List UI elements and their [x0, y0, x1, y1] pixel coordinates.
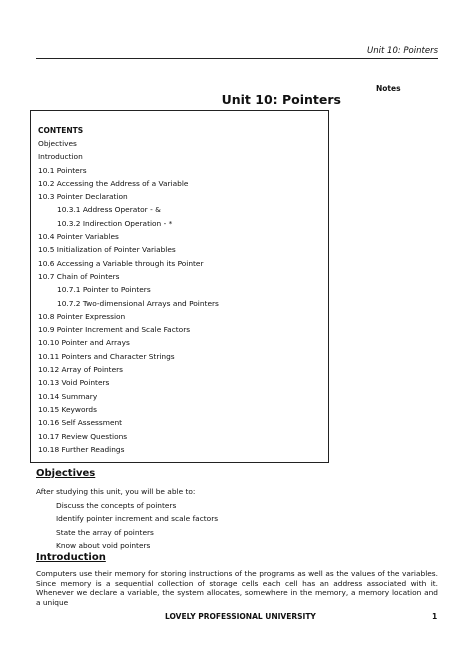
contents-list	[31, 137, 219, 456]
contents-item: 10.4 Pointer Variables	[38, 232, 119, 242]
contents-item: 10.8 Pointer Expression	[38, 311, 126, 321]
contents-item: 10.10 Pointer and Arrays	[38, 338, 130, 348]
contents-heading: CONTENTS	[38, 126, 84, 135]
contents-item: 10.2 Accessing the Address of a Variable	[38, 178, 189, 188]
contents-item: 10.7.1 Pointer to Pointers	[57, 285, 151, 295]
introduction-heading: Introduction	[36, 552, 106, 563]
header-rule	[36, 58, 438, 59]
objective-item: State the array of pointers	[56, 527, 154, 537]
contents-item: 10.17 Review Questions	[38, 431, 128, 441]
contents-item: Introduction	[38, 152, 83, 162]
objective-item: Identify pointer increment and scale factors	[56, 514, 219, 524]
contents-item: 10.3.2 Indirection Operation - *	[57, 218, 173, 228]
running-header-title: Unit 10: Pointers	[367, 46, 438, 56]
contents-item: 10.9 Pointer Increment and Scale Factors	[38, 325, 191, 335]
contents-item: 10.3 Pointer Declaration	[38, 192, 128, 202]
footer-page-number: 1	[432, 612, 438, 621]
objective-item: Know about void pointers	[56, 540, 151, 550]
objectives-heading: Objectives	[36, 468, 96, 479]
contents-item: 10.14 Summary	[38, 391, 98, 401]
objective-item: Discuss the concepts of pointers	[56, 501, 177, 510]
objectives-list	[56, 499, 218, 552]
footer-organization: LOVELY PROFESSIONAL UNIVERSITY	[165, 612, 316, 621]
contents-item: 10.13 Void Pointers	[38, 378, 110, 388]
contents-item: 10.15 Keywords	[38, 404, 97, 414]
contents-item: 10.7 Chain of Pointers	[38, 271, 120, 281]
contents-item: 10.6 Accessing a Variable through its Pointer	[38, 258, 204, 268]
objectives-intro: After studying this unit, you will be able to:	[36, 487, 196, 496]
contents-item: 10.18 Further Readings	[38, 444, 125, 454]
contents-item: Objectives	[38, 139, 77, 148]
contents-item: 10.1 Pointers	[38, 165, 87, 175]
contents-item: 10.11 Pointers and Character Strings	[38, 351, 175, 361]
introduction-paragraph: Computers use their memory for storing instructions of the programs as well as the values of the variables. Since memory is a sequential collection of storage cells each cell has an address associated with it. Whenever we declare a variable, the system allocates, somewhere in the memory, a memory location and a unique	[36, 569, 438, 607]
contents-box	[30, 110, 329, 463]
contents-item: 10.3.1 Address Operator - &	[57, 205, 161, 215]
unit-title: Unit 10: Pointers	[221, 92, 341, 107]
contents-item: 10.16 Self Assessment	[38, 418, 123, 428]
contents-item: 10.7.2 Two-dimensional Arrays and Pointers	[57, 298, 219, 308]
contents-item: 10.5 Initialization of Pointer Variables	[38, 245, 176, 255]
contents-item: 10.12 Array of Pointers	[38, 365, 124, 375]
notes-margin-label: Notes	[376, 84, 401, 93]
